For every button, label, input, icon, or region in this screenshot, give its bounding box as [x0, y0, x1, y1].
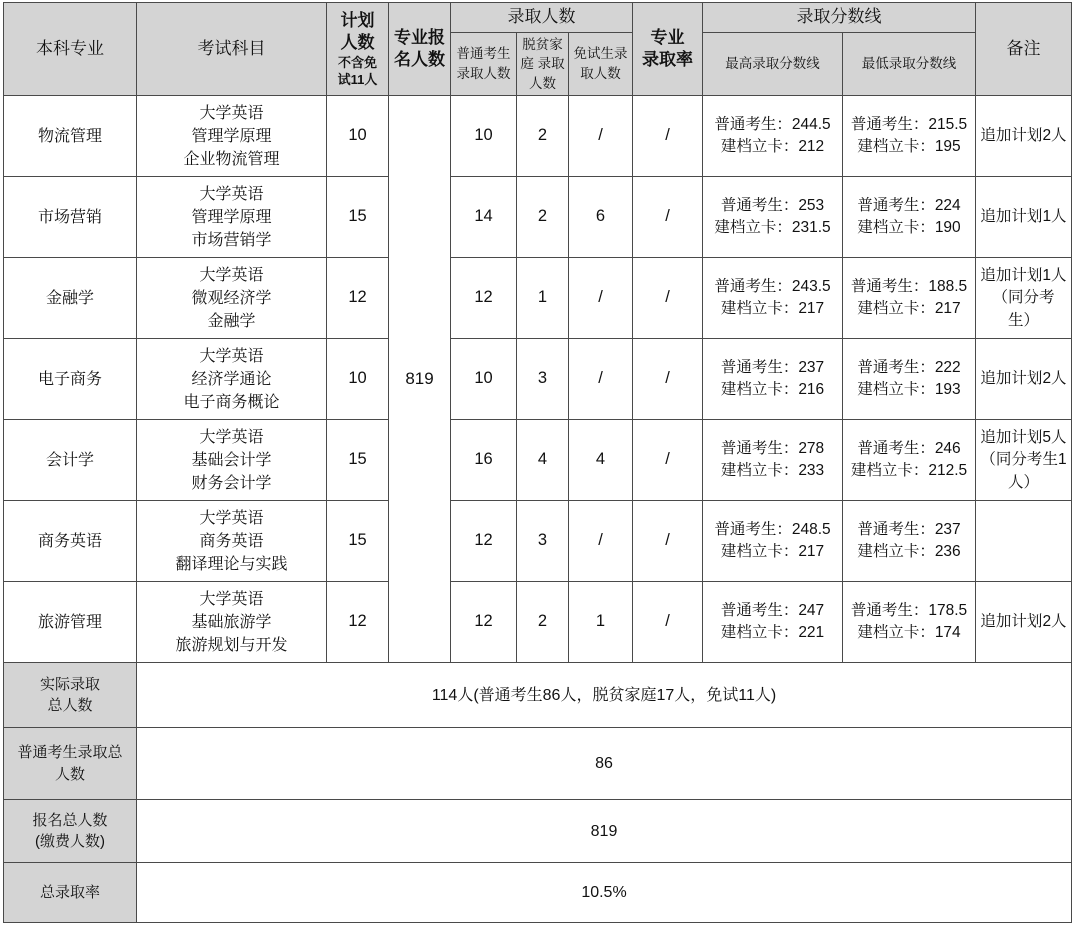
- score-line: 普通考生：278: [720, 439, 825, 457]
- cell-plan-count: 10: [327, 339, 389, 420]
- remark-line: 生）: [1007, 311, 1039, 329]
- header-score-low: 最低录取分数线: [843, 32, 976, 96]
- subject-line: 翻译理论与实践: [175, 555, 288, 573]
- subject-line: 管理学原理: [191, 127, 272, 145]
- header-plan-line2: 人数: [340, 32, 375, 52]
- cell-subjects: [137, 258, 327, 339]
- cell-score-high: [703, 96, 843, 177]
- cell-subjects: [137, 582, 327, 663]
- cell-exempt-admitted: /: [569, 258, 633, 339]
- subject-line: 金融学: [207, 312, 256, 330]
- cell-remark: [976, 420, 1072, 501]
- remark-line: 追加计划1: [980, 266, 1052, 284]
- header-apply-line1: 专业报: [394, 28, 445, 48]
- header-plan-line1: 计划: [340, 10, 375, 30]
- summary-label-line: 实际录取: [39, 675, 100, 693]
- cell-major: 市场营销: [4, 177, 137, 258]
- remark-line: 追加计划5: [980, 428, 1052, 446]
- cell-plan-count: 12: [327, 582, 389, 663]
- cell-poverty-admitted: 2: [517, 177, 569, 258]
- cell-plan-count: 15: [327, 177, 389, 258]
- cell-score-high: [703, 339, 843, 420]
- cell-score-low: [843, 177, 976, 258]
- remark-line: 2人: [1042, 127, 1067, 145]
- cell-score-low: [843, 339, 976, 420]
- remark-line: 1人: [1042, 208, 1067, 226]
- header-exempt-line2: 取人数: [580, 65, 621, 81]
- cell-exempt-admitted: 1: [569, 582, 633, 663]
- score-line: 建档立卡：221: [720, 624, 825, 642]
- score-line: 建档立卡：212: [720, 138, 825, 156]
- cell-score-high: [703, 177, 843, 258]
- cell-exempt-admitted: 4: [569, 420, 633, 501]
- summary-label: [4, 728, 137, 800]
- cell-major-rate: /: [633, 339, 703, 420]
- header-plan-note-line1: 不含免: [337, 54, 377, 70]
- header-apply-line2: 名人数: [394, 50, 445, 70]
- subject-line: 大学英语: [199, 104, 264, 122]
- cell-score-high: [703, 258, 843, 339]
- subject-line: 经济学通论: [191, 370, 272, 388]
- cell-major-rate: /: [633, 501, 703, 582]
- cell-normal-admitted: 10: [451, 96, 517, 177]
- cell-major: 金融学: [4, 258, 137, 339]
- cell-normal-admitted: 12: [451, 258, 517, 339]
- cell-major-rate: /: [633, 177, 703, 258]
- header-row-1: [4, 3, 1072, 33]
- remark-line: 人（同分考: [980, 428, 1067, 469]
- subject-line: 大学英语: [199, 266, 264, 284]
- summary-value: 86: [137, 728, 1072, 800]
- summary-label-line: 普通考生录取总: [17, 744, 123, 762]
- cell-score-high: [703, 582, 843, 663]
- subject-line: 市场营销学: [191, 231, 272, 249]
- cell-major: 商务英语: [4, 501, 137, 582]
- cell-remark: [976, 177, 1072, 258]
- header-apply-count: [389, 3, 451, 96]
- cell-score-low: [843, 258, 976, 339]
- cell-major: 旅游管理: [4, 582, 137, 663]
- score-line: 建档立卡：233: [720, 462, 825, 480]
- table-row: [4, 582, 1072, 663]
- summary-label: [4, 863, 137, 923]
- score-line: 普通考生：237: [857, 520, 961, 538]
- score-line: 建档立卡：236: [857, 543, 961, 561]
- cell-subjects: [137, 96, 327, 177]
- cell-major-rate: /: [633, 96, 703, 177]
- cell-plan-count: 15: [327, 501, 389, 582]
- cell-poverty-admitted: 4: [517, 420, 569, 501]
- subject-line: 基础旅游学: [191, 613, 272, 631]
- header-rate-line2: 录取率: [642, 50, 693, 70]
- header-normal-admitted: [451, 32, 517, 96]
- score-line: 普通考生：243.5: [714, 277, 831, 295]
- summary-value: 114人(普通考生86人，脱贫家庭17人，免试11人): [137, 663, 1072, 728]
- header-exempt-line1: 免试生录: [573, 46, 628, 62]
- cell-score-low: [843, 582, 976, 663]
- subject-line: 大学英语: [199, 347, 264, 365]
- cell-poverty-admitted: 3: [517, 501, 569, 582]
- remark-line: 追加计划: [980, 613, 1043, 631]
- summary-label-line: 人数: [54, 765, 85, 783]
- cell-subjects: [137, 339, 327, 420]
- score-line: 建档立卡：231.5: [714, 219, 831, 237]
- header-major-rate: [633, 3, 703, 96]
- cell-poverty-admitted: 1: [517, 258, 569, 339]
- cell-remark: [976, 96, 1072, 177]
- score-line: 建档立卡：217: [720, 300, 825, 318]
- summary-row: [4, 800, 1072, 863]
- remark-line: 追加计划: [980, 370, 1043, 388]
- cell-major: 物流管理: [4, 96, 137, 177]
- score-line: 普通考生：178.5: [850, 601, 968, 619]
- header-plan-count: [327, 3, 389, 96]
- cell-poverty-admitted: 2: [517, 582, 569, 663]
- summary-row: [4, 863, 1072, 923]
- remark-line: 追加计划: [980, 127, 1043, 145]
- header-poverty-line2: 录取人数: [529, 56, 565, 91]
- subject-line: 企业物流管理: [183, 150, 280, 168]
- score-line: 建档立卡：217: [720, 543, 825, 561]
- subject-line: 旅游规划与开发: [175, 636, 288, 654]
- score-line: 建档立卡：190: [857, 219, 961, 237]
- score-line: 普通考生：224: [857, 196, 961, 214]
- cell-plan-count: 12: [327, 258, 389, 339]
- cell-normal-admitted: 12: [451, 582, 517, 663]
- cell-normal-admitted: 12: [451, 501, 517, 582]
- score-line: 建档立卡：193: [857, 381, 961, 399]
- header-major: 本科专业: [4, 3, 137, 96]
- cell-score-low: [843, 420, 976, 501]
- score-line: 普通考生：246: [857, 439, 961, 457]
- summary-value: 819: [137, 800, 1072, 863]
- admissions-statistics-table: [3, 2, 1072, 923]
- cell-major: 会计学: [4, 420, 137, 501]
- subject-line: 大学英语: [199, 509, 264, 527]
- summary-row: [4, 728, 1072, 800]
- summary-body: [4, 663, 1072, 923]
- table-row: [4, 177, 1072, 258]
- cell-exempt-admitted: /: [569, 96, 633, 177]
- score-line: 建档立卡：217: [857, 300, 961, 318]
- summary-label: [4, 800, 137, 863]
- remark-line: 2人: [1042, 370, 1067, 388]
- table-row: [4, 258, 1072, 339]
- table-row: [4, 501, 1072, 582]
- score-line: 建档立卡：212.5: [850, 462, 968, 480]
- score-line: 建档立卡：216: [720, 381, 825, 399]
- cell-plan-count: 15: [327, 420, 389, 501]
- subject-line: 大学英语: [199, 590, 264, 608]
- cell-remark: [976, 582, 1072, 663]
- table-body: [4, 96, 1072, 663]
- header-poverty-line1: 脱贫家庭: [520, 36, 563, 72]
- cell-score-low: [843, 501, 976, 582]
- cell-subjects: [137, 501, 327, 582]
- table-row: [4, 96, 1072, 177]
- cell-apply-total: 819: [389, 96, 451, 663]
- summary-value: 10.5%: [137, 863, 1072, 923]
- score-line: 建档立卡：174: [857, 624, 961, 642]
- table-header: [4, 3, 1072, 96]
- cell-remark: [976, 501, 1072, 582]
- cell-score-low: [843, 96, 976, 177]
- score-line: 普通考生：248.5: [714, 520, 831, 538]
- subject-line: 大学英语: [199, 428, 264, 446]
- cell-subjects: [137, 420, 327, 501]
- cell-normal-admitted: 14: [451, 177, 517, 258]
- cell-score-high: [703, 420, 843, 501]
- summary-label-line: (缴费人数): [35, 833, 105, 851]
- subject-line: 大学英语: [199, 185, 264, 203]
- cell-subjects: [137, 177, 327, 258]
- subject-line: 商务英语: [199, 532, 264, 550]
- score-line: 普通考生：222: [857, 358, 961, 376]
- cell-poverty-admitted: 3: [517, 339, 569, 420]
- summary-label-line: 总人数: [47, 697, 93, 715]
- cell-poverty-admitted: 2: [517, 96, 569, 177]
- table-row: [4, 420, 1072, 501]
- remark-line: 2人: [1042, 613, 1067, 631]
- score-line: 建档立卡：195: [857, 138, 961, 156]
- header-score-group: 录取分数线: [703, 3, 976, 33]
- subject-line: 财务会计学: [191, 474, 272, 492]
- header-admitted-group: 录取人数: [451, 3, 633, 33]
- header-remark: 备注: [976, 3, 1072, 96]
- summary-row: [4, 663, 1072, 728]
- remark-line: 人（同分考: [992, 266, 1067, 307]
- cell-exempt-admitted: /: [569, 501, 633, 582]
- cell-major-rate: /: [633, 582, 703, 663]
- cell-remark: [976, 339, 1072, 420]
- header-score-high: 最高录取分数线: [703, 32, 843, 96]
- header-subjects: 考试科目: [137, 3, 327, 96]
- subject-line: 基础会计学: [191, 451, 272, 469]
- remark-line: 追加计划: [980, 208, 1043, 226]
- header-normal-line2: 录取人数: [456, 65, 511, 81]
- header-rate-line1: 专业: [650, 28, 685, 48]
- table-row: [4, 339, 1072, 420]
- score-line: 普通考生：237: [720, 358, 825, 376]
- cell-exempt-admitted: 6: [569, 177, 633, 258]
- summary-label-line: 报名总人数: [32, 811, 108, 829]
- subject-line: 微观经济学: [191, 289, 272, 307]
- score-line: 普通考生：215.5: [850, 115, 968, 133]
- cell-major: 电子商务: [4, 339, 137, 420]
- header-plan-note-line2: 试11人: [337, 72, 378, 88]
- score-line: 普通考生：247: [720, 601, 825, 619]
- cell-remark: [976, 258, 1072, 339]
- summary-label: [4, 663, 137, 728]
- cell-normal-admitted: 16: [451, 420, 517, 501]
- header-exempt-admitted: [569, 32, 633, 96]
- cell-exempt-admitted: /: [569, 339, 633, 420]
- cell-plan-count: 10: [327, 96, 389, 177]
- score-line: 普通考生：188.5: [850, 277, 968, 295]
- cell-major-rate: /: [633, 420, 703, 501]
- subject-line: 管理学原理: [191, 208, 272, 226]
- subject-line: 电子商务概论: [183, 393, 280, 411]
- score-line: 普通考生：244.5: [714, 115, 831, 133]
- header-poverty-admitted: [517, 32, 569, 96]
- cell-normal-admitted: 10: [451, 339, 517, 420]
- remark-line: 生1人）: [1007, 451, 1067, 491]
- score-line: 普通考生：253: [720, 196, 825, 214]
- cell-major-rate: /: [633, 258, 703, 339]
- cell-score-high: [703, 501, 843, 582]
- header-normal-line1: 普通考生: [456, 46, 511, 62]
- summary-label-line: 总录取率: [39, 883, 100, 901]
